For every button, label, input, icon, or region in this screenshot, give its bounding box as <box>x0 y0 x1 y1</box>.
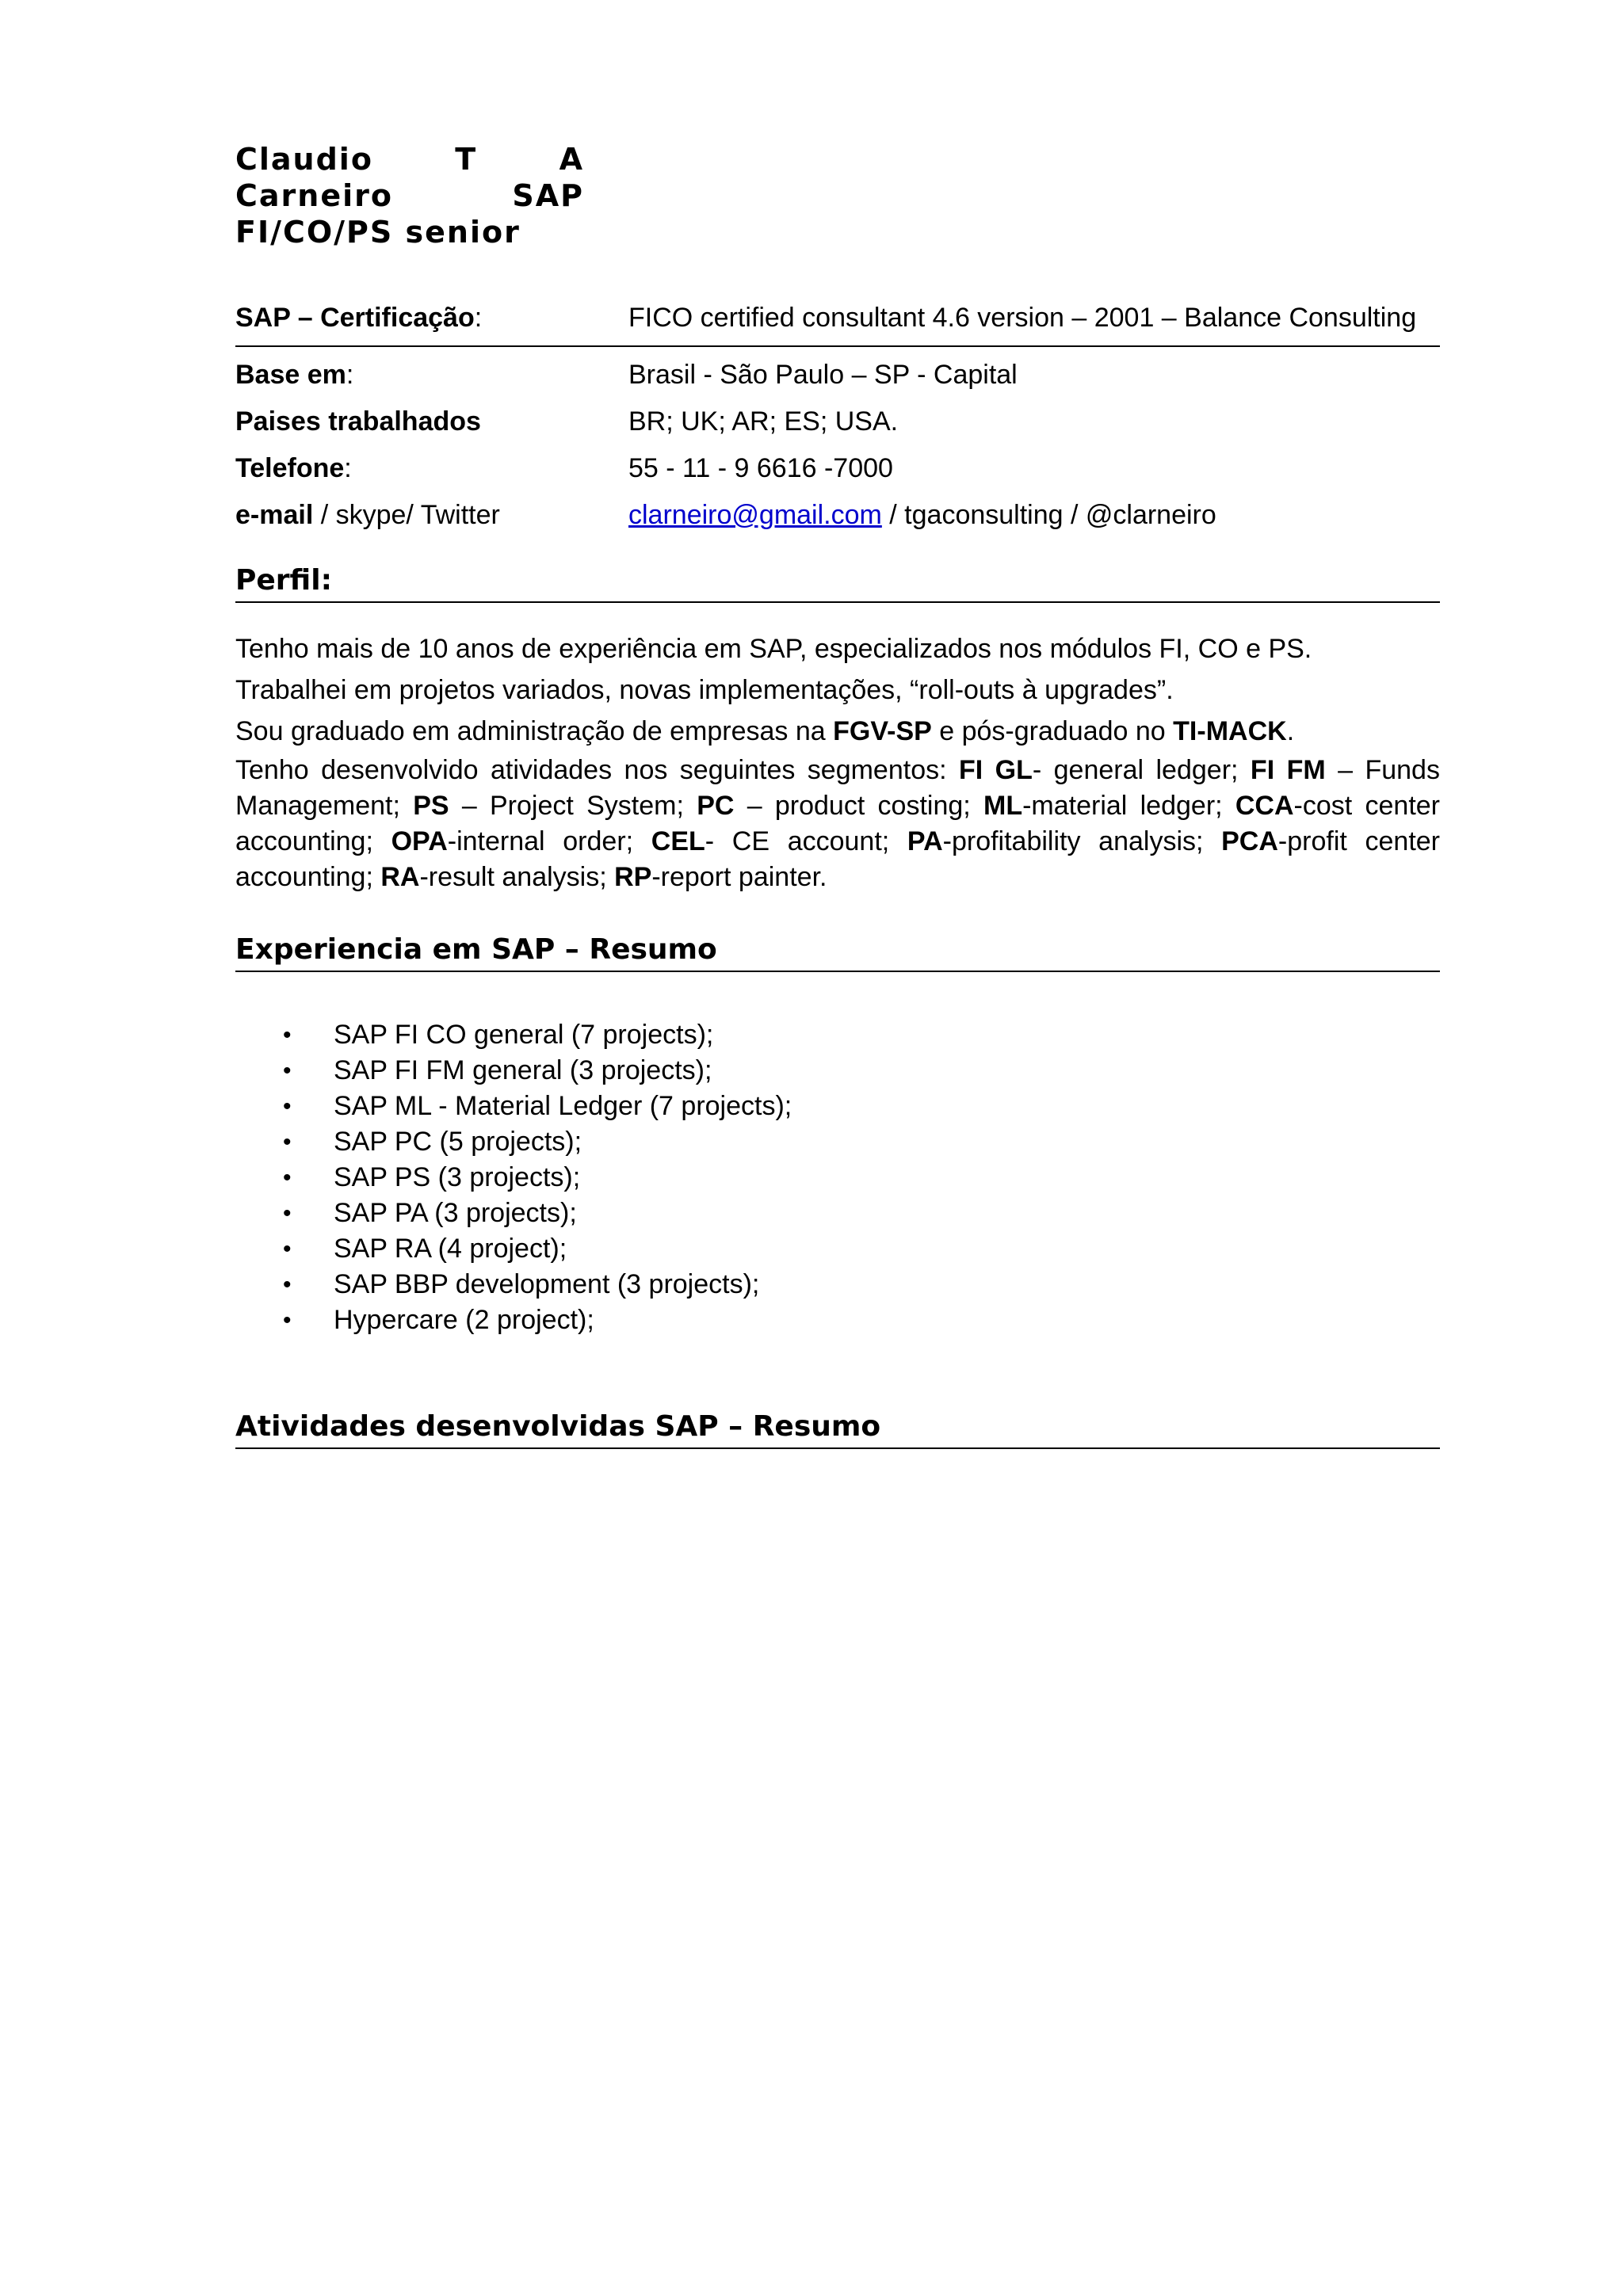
list-item <box>283 1124 792 1160</box>
info-value: Brasil - São Paulo – SP - Capital <box>628 360 1018 390</box>
bullet-icon: • <box>283 1165 292 1191</box>
experience-list <box>283 1017 792 1338</box>
info-row-base <box>235 352 1440 399</box>
resume-title <box>235 141 584 250</box>
list-item <box>283 1053 792 1089</box>
list-item-text: SAP RA (4 project); <box>334 1234 567 1264</box>
perfil-paragraph-segments <box>235 753 1440 895</box>
segment-code: PA <box>907 826 943 856</box>
perfil-body <box>235 628 1440 895</box>
segment-text: – Project System; <box>449 791 697 821</box>
segment-text: -cost center accounting; <box>235 791 1440 856</box>
segment-code: RA <box>380 862 420 892</box>
email-link[interactable]: clarneiro@gmail.com <box>628 500 882 530</box>
segment-text: -profit center accounting; <box>235 826 1441 892</box>
list-item <box>283 1302 792 1338</box>
info-row-phone <box>235 445 1440 492</box>
title-word: A <box>559 142 584 177</box>
list-item <box>283 1267 792 1302</box>
info-label: SAP – Certificação: <box>235 303 483 333</box>
list-item <box>283 1160 792 1196</box>
bullet-icon: • <box>283 1272 292 1298</box>
segment-code: CEL <box>651 826 705 856</box>
title-word: Claudio <box>235 142 373 177</box>
bullet-icon: • <box>283 1093 292 1119</box>
title-line-3 <box>235 214 584 250</box>
segment-code: RP <box>614 862 652 892</box>
title-word: FI/CO/PS senior <box>235 215 521 250</box>
list-item-text: Hypercare (2 project); <box>334 1305 594 1335</box>
bullet-icon: • <box>283 1236 292 1262</box>
segment-text: - CE account; <box>705 826 907 856</box>
segment-text: – product costing; <box>734 791 984 821</box>
section-heading-experience: Experiencia em SAP – Resumo <box>235 933 1440 972</box>
info-value: FICO certified consultant 4.6 version – 2001 – Balance Consulting <box>628 303 1417 333</box>
segment-text: – Funds Management; <box>235 755 1440 821</box>
list-item-text: SAP PS (3 projects); <box>334 1162 581 1192</box>
list-item-text: SAP PA (3 projects); <box>334 1198 577 1228</box>
info-value: 55 - 11 - 9 6616 -7000 <box>628 453 893 483</box>
info-label: Base em: <box>235 360 354 390</box>
info-value <box>628 500 1440 531</box>
segment-code: FI GL <box>959 755 1033 785</box>
segment-text: -result analysis; <box>419 862 615 892</box>
info-row-contact <box>235 492 1440 539</box>
segment-code: OPA <box>391 826 448 856</box>
title-word: SAP <box>512 178 584 213</box>
title-word: Carneiro <box>235 178 393 213</box>
title-line-1 <box>235 141 584 177</box>
info-value: BR; UK; AR; ES; USA. <box>628 406 899 437</box>
section-heading-perfil: Perfil: <box>235 564 1440 603</box>
section-heading-activities: Atividades desenvolvidas SAP – Resumo <box>235 1410 1440 1449</box>
bullet-icon: • <box>283 1200 292 1226</box>
perfil-paragraph: Trabalhei em projetos variados, novas implementações, “roll-outs à upgrades”. <box>235 675 1174 705</box>
segment-text: Tenho desenvolvido atividades nos seguintes segmentos: <box>235 755 959 785</box>
segment-code: PCA <box>1221 826 1278 856</box>
title-line-2 <box>235 177 584 214</box>
list-item <box>283 1017 792 1053</box>
segment-text: - general ledger; <box>1032 755 1251 785</box>
list-item-text: SAP BBP development (3 projects); <box>334 1269 760 1299</box>
segment-text: -report painter. <box>651 862 827 892</box>
info-label: e-mail / skype/ Twitter <box>235 500 500 530</box>
title-word: T <box>455 142 478 177</box>
list-item <box>283 1196 792 1231</box>
segment-code: PS <box>413 791 449 821</box>
contact-rest: / tgaconsulting / @clarneiro <box>881 500 1216 530</box>
list-item-text: SAP PC (5 projects); <box>334 1127 582 1157</box>
info-row-countries <box>235 399 1440 445</box>
segment-text: -internal order; <box>447 826 651 856</box>
info-row-certification <box>235 303 1440 347</box>
list-item-text: SAP FI FM general (3 projects); <box>334 1055 712 1085</box>
bullet-icon: • <box>283 1307 292 1333</box>
bullet-icon: • <box>283 1022 292 1048</box>
bullet-icon: • <box>283 1058 292 1084</box>
list-item-text: SAP ML - Material Ledger (7 projects); <box>334 1091 792 1121</box>
info-table <box>235 303 1440 539</box>
list-item <box>283 1231 792 1267</box>
perfil-paragraph: Tenho mais de 10 anos de experiência em SAP, especializados nos módulos FI, CO e PS. <box>235 634 1312 664</box>
info-label: Telefone: <box>235 453 352 483</box>
segment-code: PC <box>697 791 735 821</box>
list-item-text: SAP FI CO general (7 projects); <box>334 1020 714 1050</box>
segment-text: -material ledger; <box>1022 791 1235 821</box>
list-item <box>283 1089 792 1124</box>
segment-text: -profitability analysis; <box>942 826 1222 856</box>
segment-code: ML <box>983 791 1023 821</box>
bullet-icon: • <box>283 1129 292 1155</box>
info-label: Paises trabalhados <box>235 406 481 437</box>
segment-code: FI FM <box>1250 755 1326 785</box>
segment-code: CCA <box>1235 791 1294 821</box>
perfil-paragraph: Sou graduado em administração de empresas na FGV-SP e pós-graduado no TI-MACK. <box>235 716 1295 746</box>
